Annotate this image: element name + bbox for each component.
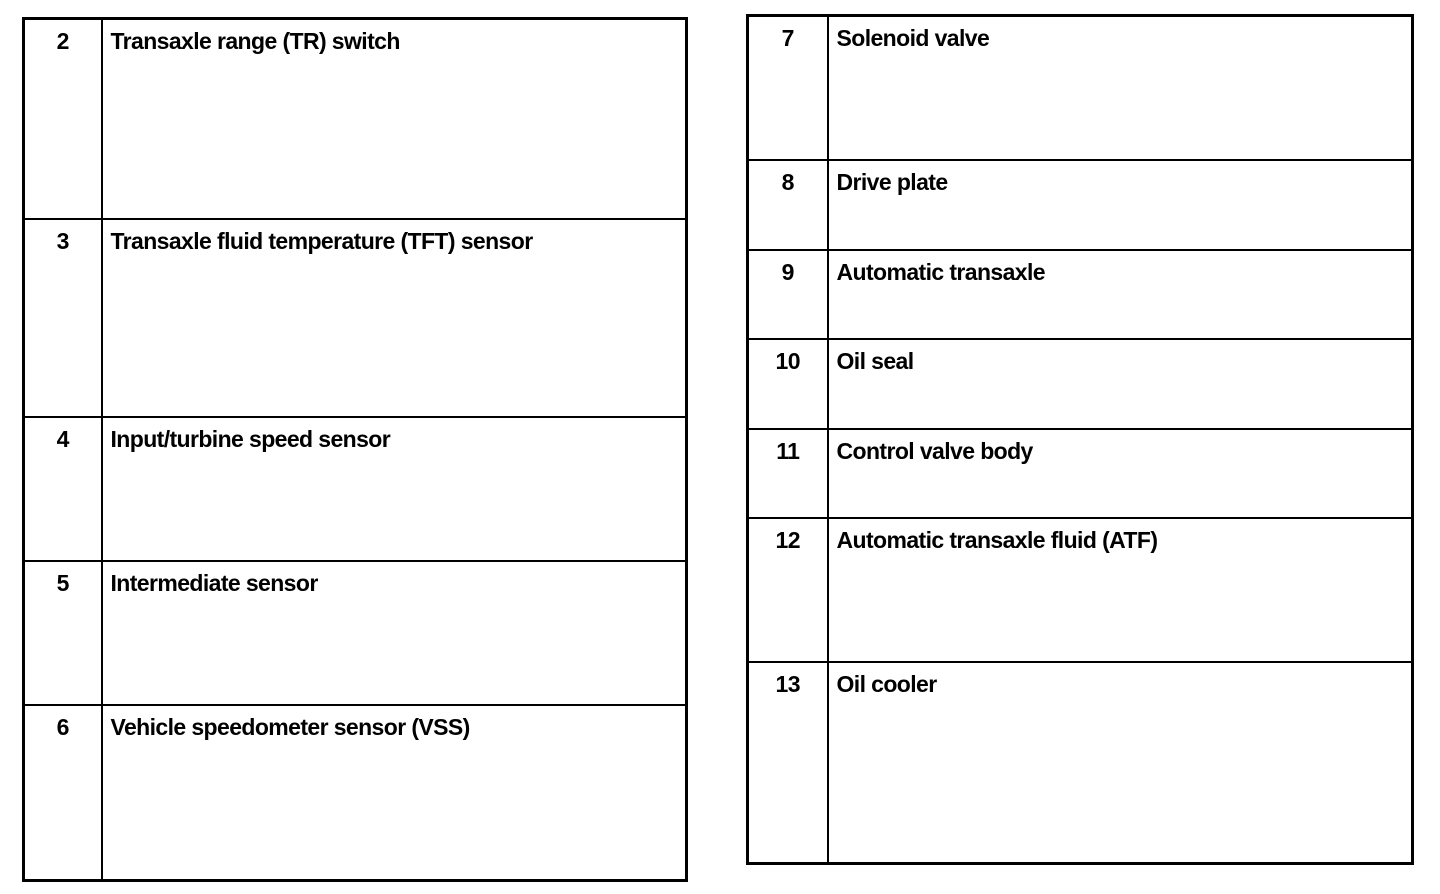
table-row: [24, 219, 687, 417]
part-number: 13: [748, 662, 828, 864]
part-description: Drive plate: [828, 160, 1413, 250]
part-number: 11: [748, 429, 828, 518]
part-description: Automatic transaxle fluid (ATF): [828, 518, 1413, 662]
part-description: Vehicle speedometer sensor (VSS): [102, 705, 687, 881]
table-row: [748, 16, 1413, 160]
part-description: Input/turbine speed sensor: [102, 417, 687, 561]
part-description: Oil seal: [828, 339, 1413, 429]
part-description: Oil cooler: [828, 662, 1413, 864]
part-number: 10: [748, 339, 828, 429]
part-description: Intermediate sensor: [102, 561, 687, 705]
table-row: [748, 662, 1413, 864]
part-description: Transaxle range (TR) switch: [102, 19, 687, 219]
table-row: [748, 160, 1413, 250]
table-row: [748, 518, 1413, 662]
part-number: 8: [748, 160, 828, 250]
part-number: 4: [24, 417, 102, 561]
part-description: Transaxle fluid temperature (TFT) sensor: [102, 219, 687, 417]
table-row: [24, 417, 687, 561]
part-number: 3: [24, 219, 102, 417]
table-row: [748, 429, 1413, 518]
part-description: Automatic transaxle: [828, 250, 1413, 339]
table-row: [748, 339, 1413, 429]
table-row: [24, 705, 687, 881]
table-row: [24, 19, 687, 219]
part-number: 2: [24, 19, 102, 219]
part-number: 12: [748, 518, 828, 662]
part-number: 7: [748, 16, 828, 160]
part-number: 5: [24, 561, 102, 705]
table-row: [24, 561, 687, 705]
parts-legend-table-left: [22, 17, 688, 882]
part-description: Control valve body: [828, 429, 1413, 518]
table-row: [748, 250, 1413, 339]
parts-legend-table-right: [746, 14, 1414, 865]
part-description: Solenoid valve: [828, 16, 1413, 160]
part-number: 6: [24, 705, 102, 881]
part-number: 9: [748, 250, 828, 339]
